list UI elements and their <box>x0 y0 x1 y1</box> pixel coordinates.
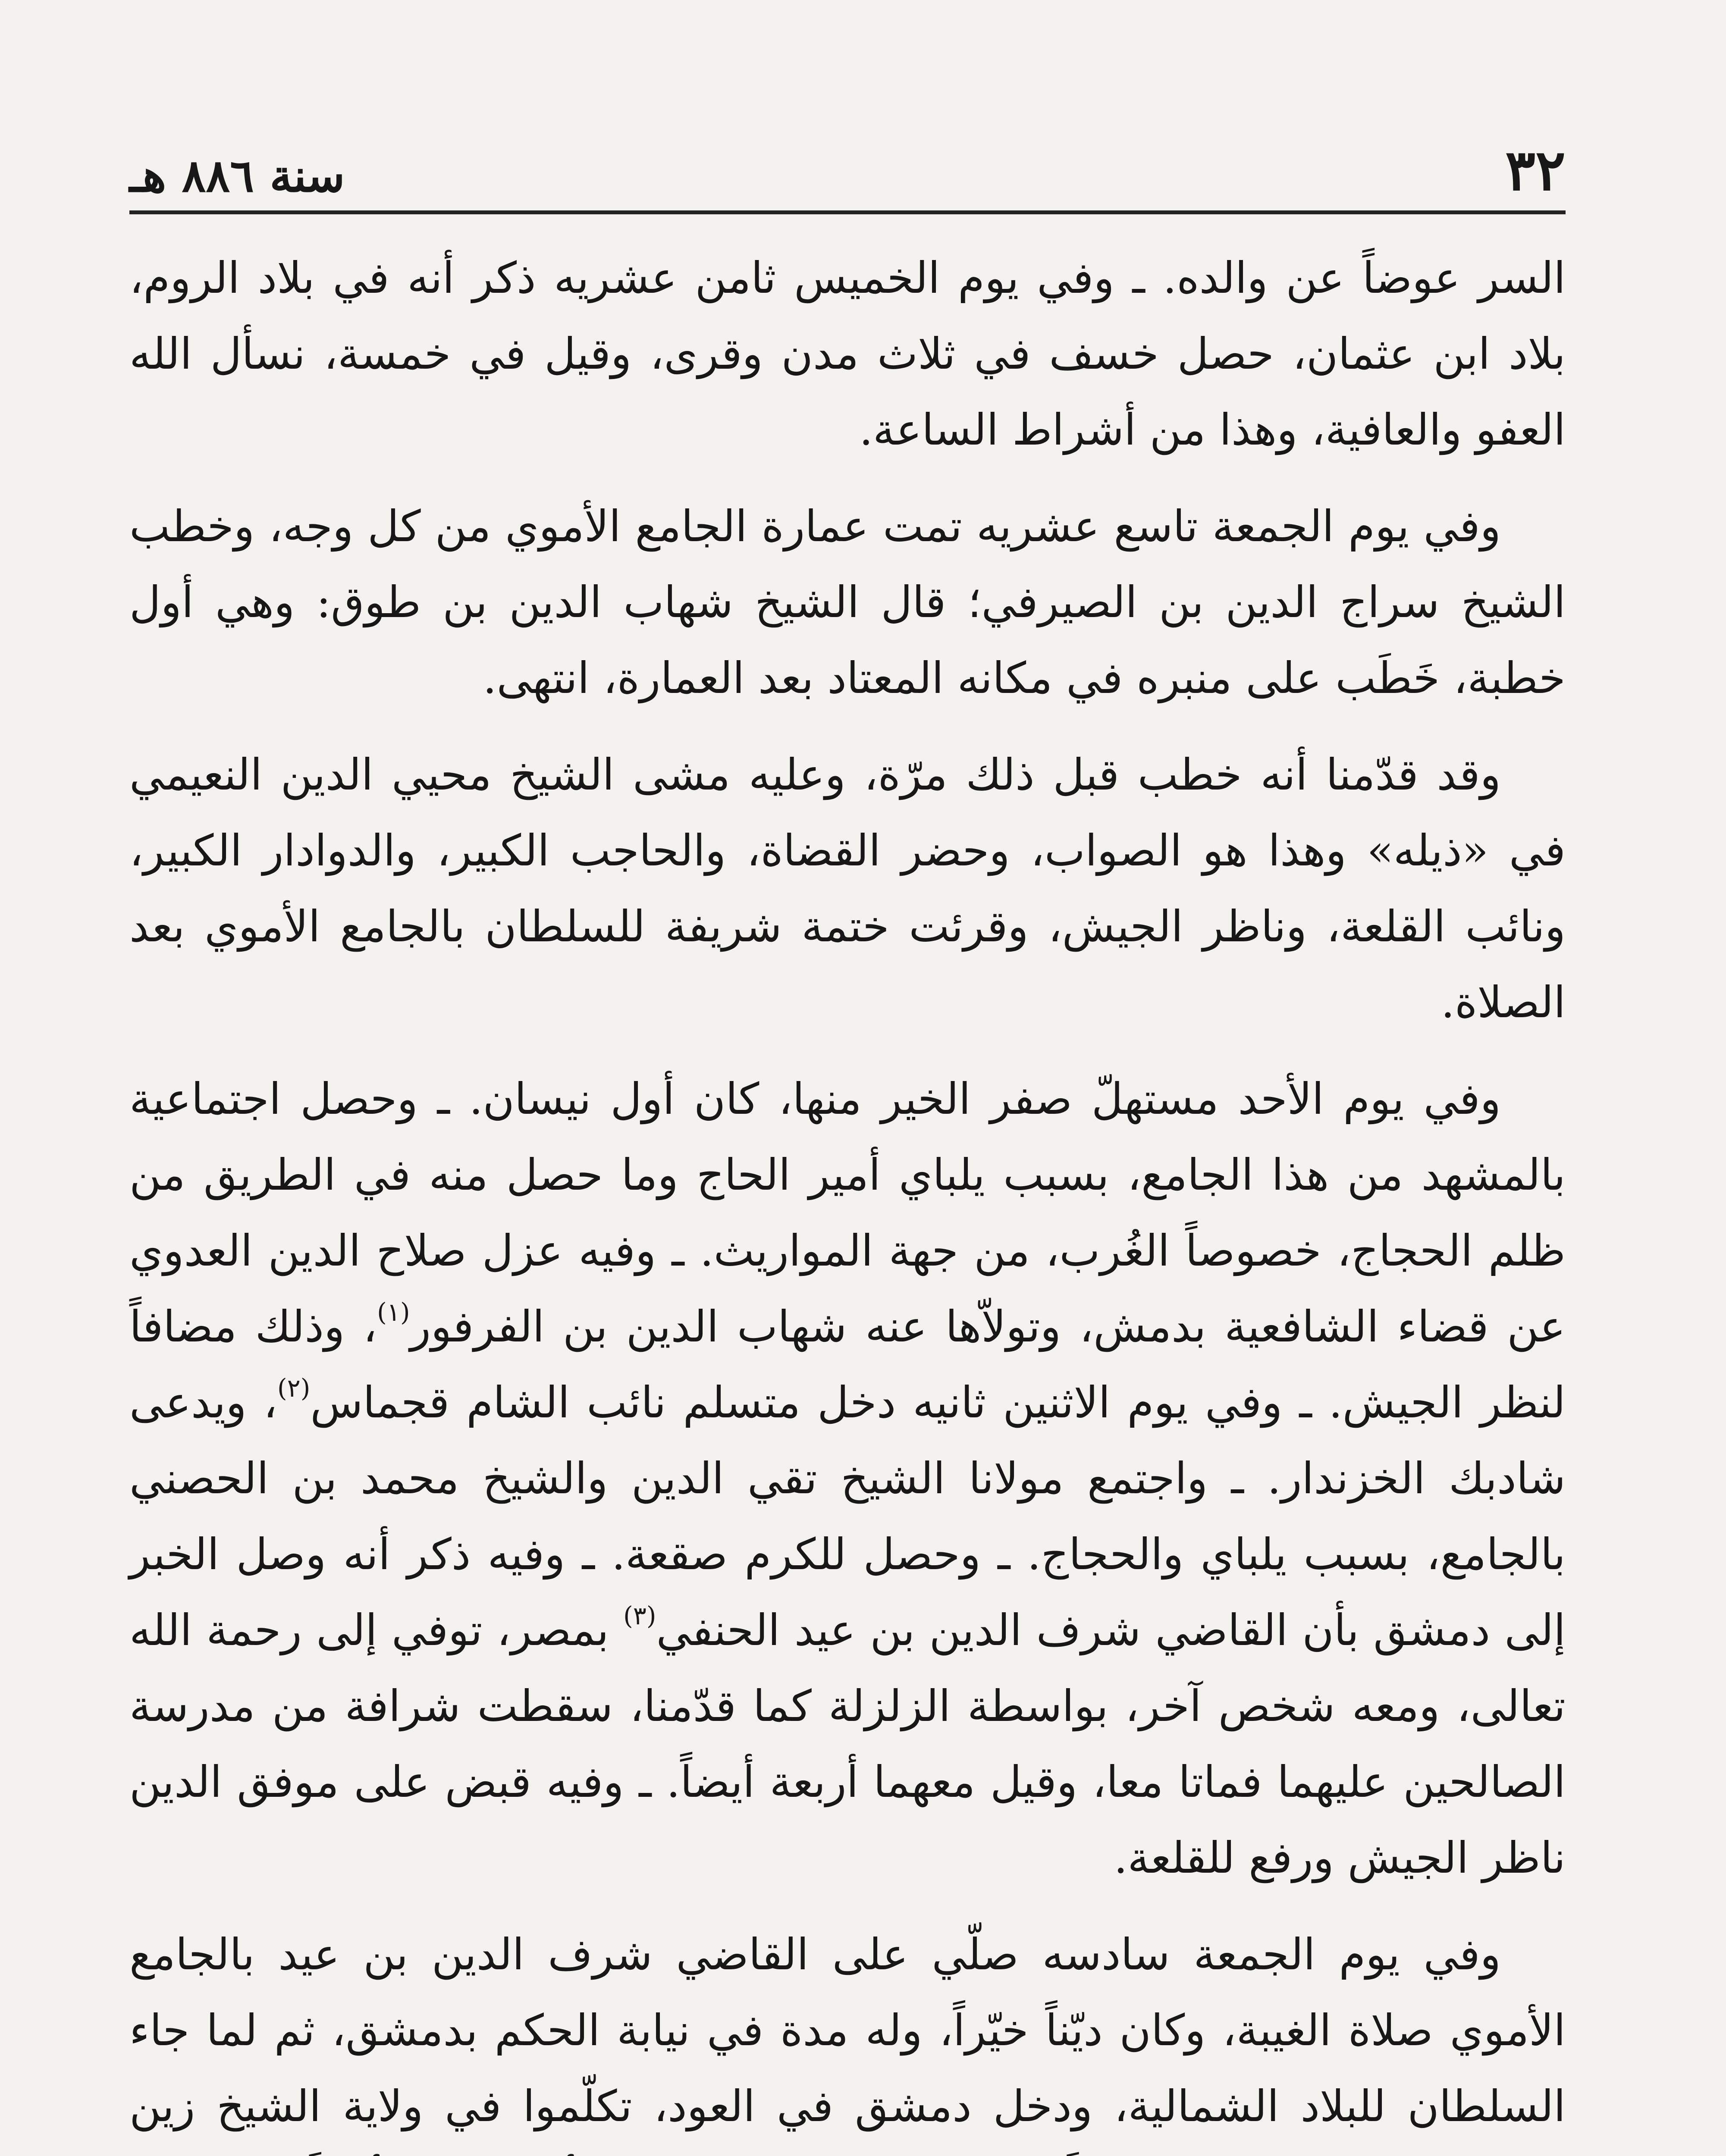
paragraph <box>129 737 1566 1040</box>
running-title: سنة ٨٨٦ هـ <box>129 149 345 202</box>
paragraph <box>129 240 1566 468</box>
footnote-marker: (٢) <box>277 1373 311 1403</box>
paragraph-text: وفي يوم الأحد مستهلّ صفر الخير منها، كان أول نيسان. ـ وحصل اجتماعية بالمشهد من هذا الجامع، بسبب يلباي أمير الحاج وما حصل منه في الطريق من ظلم الحجاج، خصوصاً الغُرب، من جهة المواريث. ـ وفيه عزل صلاح الدين العدوي عن قضاء الشافعية بدمش، وتولاّها عنه شهاب الدين بن الفرفور <box>129 1074 1566 1352</box>
body-text <box>129 240 1566 2156</box>
footnote-marker: (١) <box>377 1297 410 1327</box>
paragraph-text: السر عوضاً عن والده. ـ وفي يوم الخميس ثامن عشريه ذكر أنه في بلاد الروم، بلاد ابن عثمان، حصل خسف في ثلاث مدن وقرى، وقيل في خمسة، نسأل الله العفو والعافية، وهذا من أشراط الساعة. <box>129 253 1566 455</box>
paragraph-text: وفي يوم الجمعة سادسه صلّي على القاضي شرف الدين بن عيد بالجامع الأموي صلاة الغيبة، وكان ديّناً خيّراً، وله مدة في نيابة الحكم بدمشق، ثم لما جاء السلطان للبلاد الشمالية، ودخل دمشق في العود، تكلّموا في ولاية الشيخ زين <box>129 1929 1566 2131</box>
paragraph <box>129 489 1566 716</box>
paragraph-text: ، وذلك مضافاً لنظر الجيش. ـ وفي يوم الاثنين ثانيه دخل متسلم نائب الشام قجماس <box>129 1301 1566 1428</box>
paragraph-text: ، ويدعى شادبك الخزندار. ـ واجتمع مولانا الشيخ تقي الدين والشيخ محمد بن الحصني بالجامع، بسبب يلباي والحجاج. ـ وحصل للكرم صقعة. ـ وفيه ذكر أنه وصل الخبر إلى دمشق بأن القاضي شرف الدين بن عيد الحنفي <box>129 1377 1566 1655</box>
paragraph <box>129 1061 1566 1896</box>
paragraph-text: وقد قدّمنا أنه خطب قبل ذلك مرّة، وعليه مشى الشيخ محيي الدين النعيمي في «ذيله» وهذا هو الصواب، وحضر القضاة، والحاجب الكبير، والدوادار الكبير، ونائب القلعة، وناظر الجيش، وقرئت ختمة شريفة للسلطان بالجامع الأموي بعد الصلاة. <box>129 749 1566 1028</box>
paragraph-text: وفي يوم الجمعة تاسع عشريه تمت عمارة الجامع الأموي من كل وجه، وخطب الشيخ سراج الدين بن الصيرفي؛ قال الشيخ شهاب الدين بن طوق: وهي أول خطبة، خَطَب على منبره في مكانه المعتاد بعد العمارة، انتهى. <box>129 501 1566 703</box>
footnote-marker: (٣) <box>623 1601 656 1630</box>
running-header <box>129 112 1566 210</box>
book-page <box>129 112 1566 2156</box>
page-number: ٣٢ <box>1505 137 1566 203</box>
paragraph <box>129 1917 1566 2156</box>
header-rule <box>129 210 1566 214</box>
paragraph-text: بمصر، توفي إلى رحمة الله تعالى، ومعه شخص آخر، بواسطة الزلزلة كما قدّمنا، سقطت شرافة من مدرسة الصالحين عليهما فماتا معا، وقيل معهما أربعة أيضاً. ـ وفيه قبض على موفق الدين ناظر الجيش ورفع للقلعة. <box>129 1605 1566 1883</box>
